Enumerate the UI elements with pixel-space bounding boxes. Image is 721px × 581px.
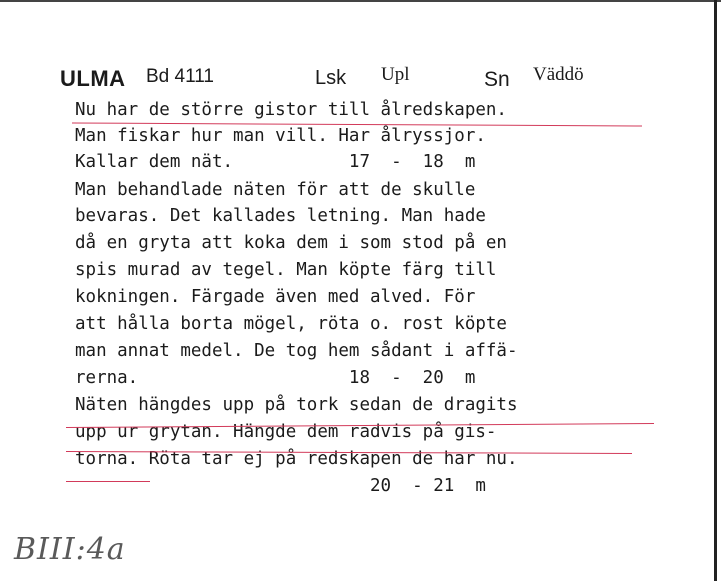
text-line-9: att hålla borta mögel, röta o. rost köpte bbox=[75, 314, 507, 334]
text-line-7: spis murad av tegel. Man köpte färg till bbox=[75, 260, 497, 280]
collection-label: ULMA bbox=[60, 66, 126, 91]
text-line-3: Kallar dem nät. 17 - 18 m bbox=[75, 152, 476, 172]
text-line-10: man annat medel. De tog hem sådant i affä- bbox=[75, 341, 518, 361]
card-header bbox=[0, 62, 721, 92]
text-line-11: rerna. 18 - 20 m bbox=[75, 368, 476, 388]
handwritten-shelfmark: BIII:4a bbox=[14, 532, 126, 567]
record-number: Bd 4111 bbox=[146, 66, 214, 87]
text-line-4: Man behandlade näten för att de skulle bbox=[75, 180, 476, 200]
text-line-6: då en gryta att koka dem i som stod på en bbox=[75, 233, 507, 253]
text-line-8: kokningen. Färgade även med alved. För bbox=[75, 287, 476, 307]
text-line-2: Man fiskar hur man vill. Har ålryssjor. bbox=[75, 126, 486, 146]
underline-4 bbox=[66, 481, 150, 482]
province-value: Upl bbox=[381, 64, 410, 85]
text-line-14: torna. Röta tar ej på redskapen de har nu. bbox=[75, 449, 518, 469]
lsk-label: Lsk bbox=[315, 67, 347, 89]
text-line-1: Nu har de större gistor till ålredskapen. bbox=[75, 100, 507, 120]
text-line-5: bevaras. Det kallades letning. Man hade bbox=[75, 206, 486, 226]
card-top-edge bbox=[0, 0, 721, 2]
sn-label: Sn bbox=[484, 68, 510, 91]
parish-value: Väddö bbox=[533, 64, 584, 85]
text-line-15: 20 - 21 m bbox=[75, 476, 486, 496]
text-line-12: Näten hängdes upp på tork sedan de dragits bbox=[75, 395, 518, 415]
text-line-13: upp ur grytan. Hängde dem radvis på gis- bbox=[75, 422, 497, 442]
